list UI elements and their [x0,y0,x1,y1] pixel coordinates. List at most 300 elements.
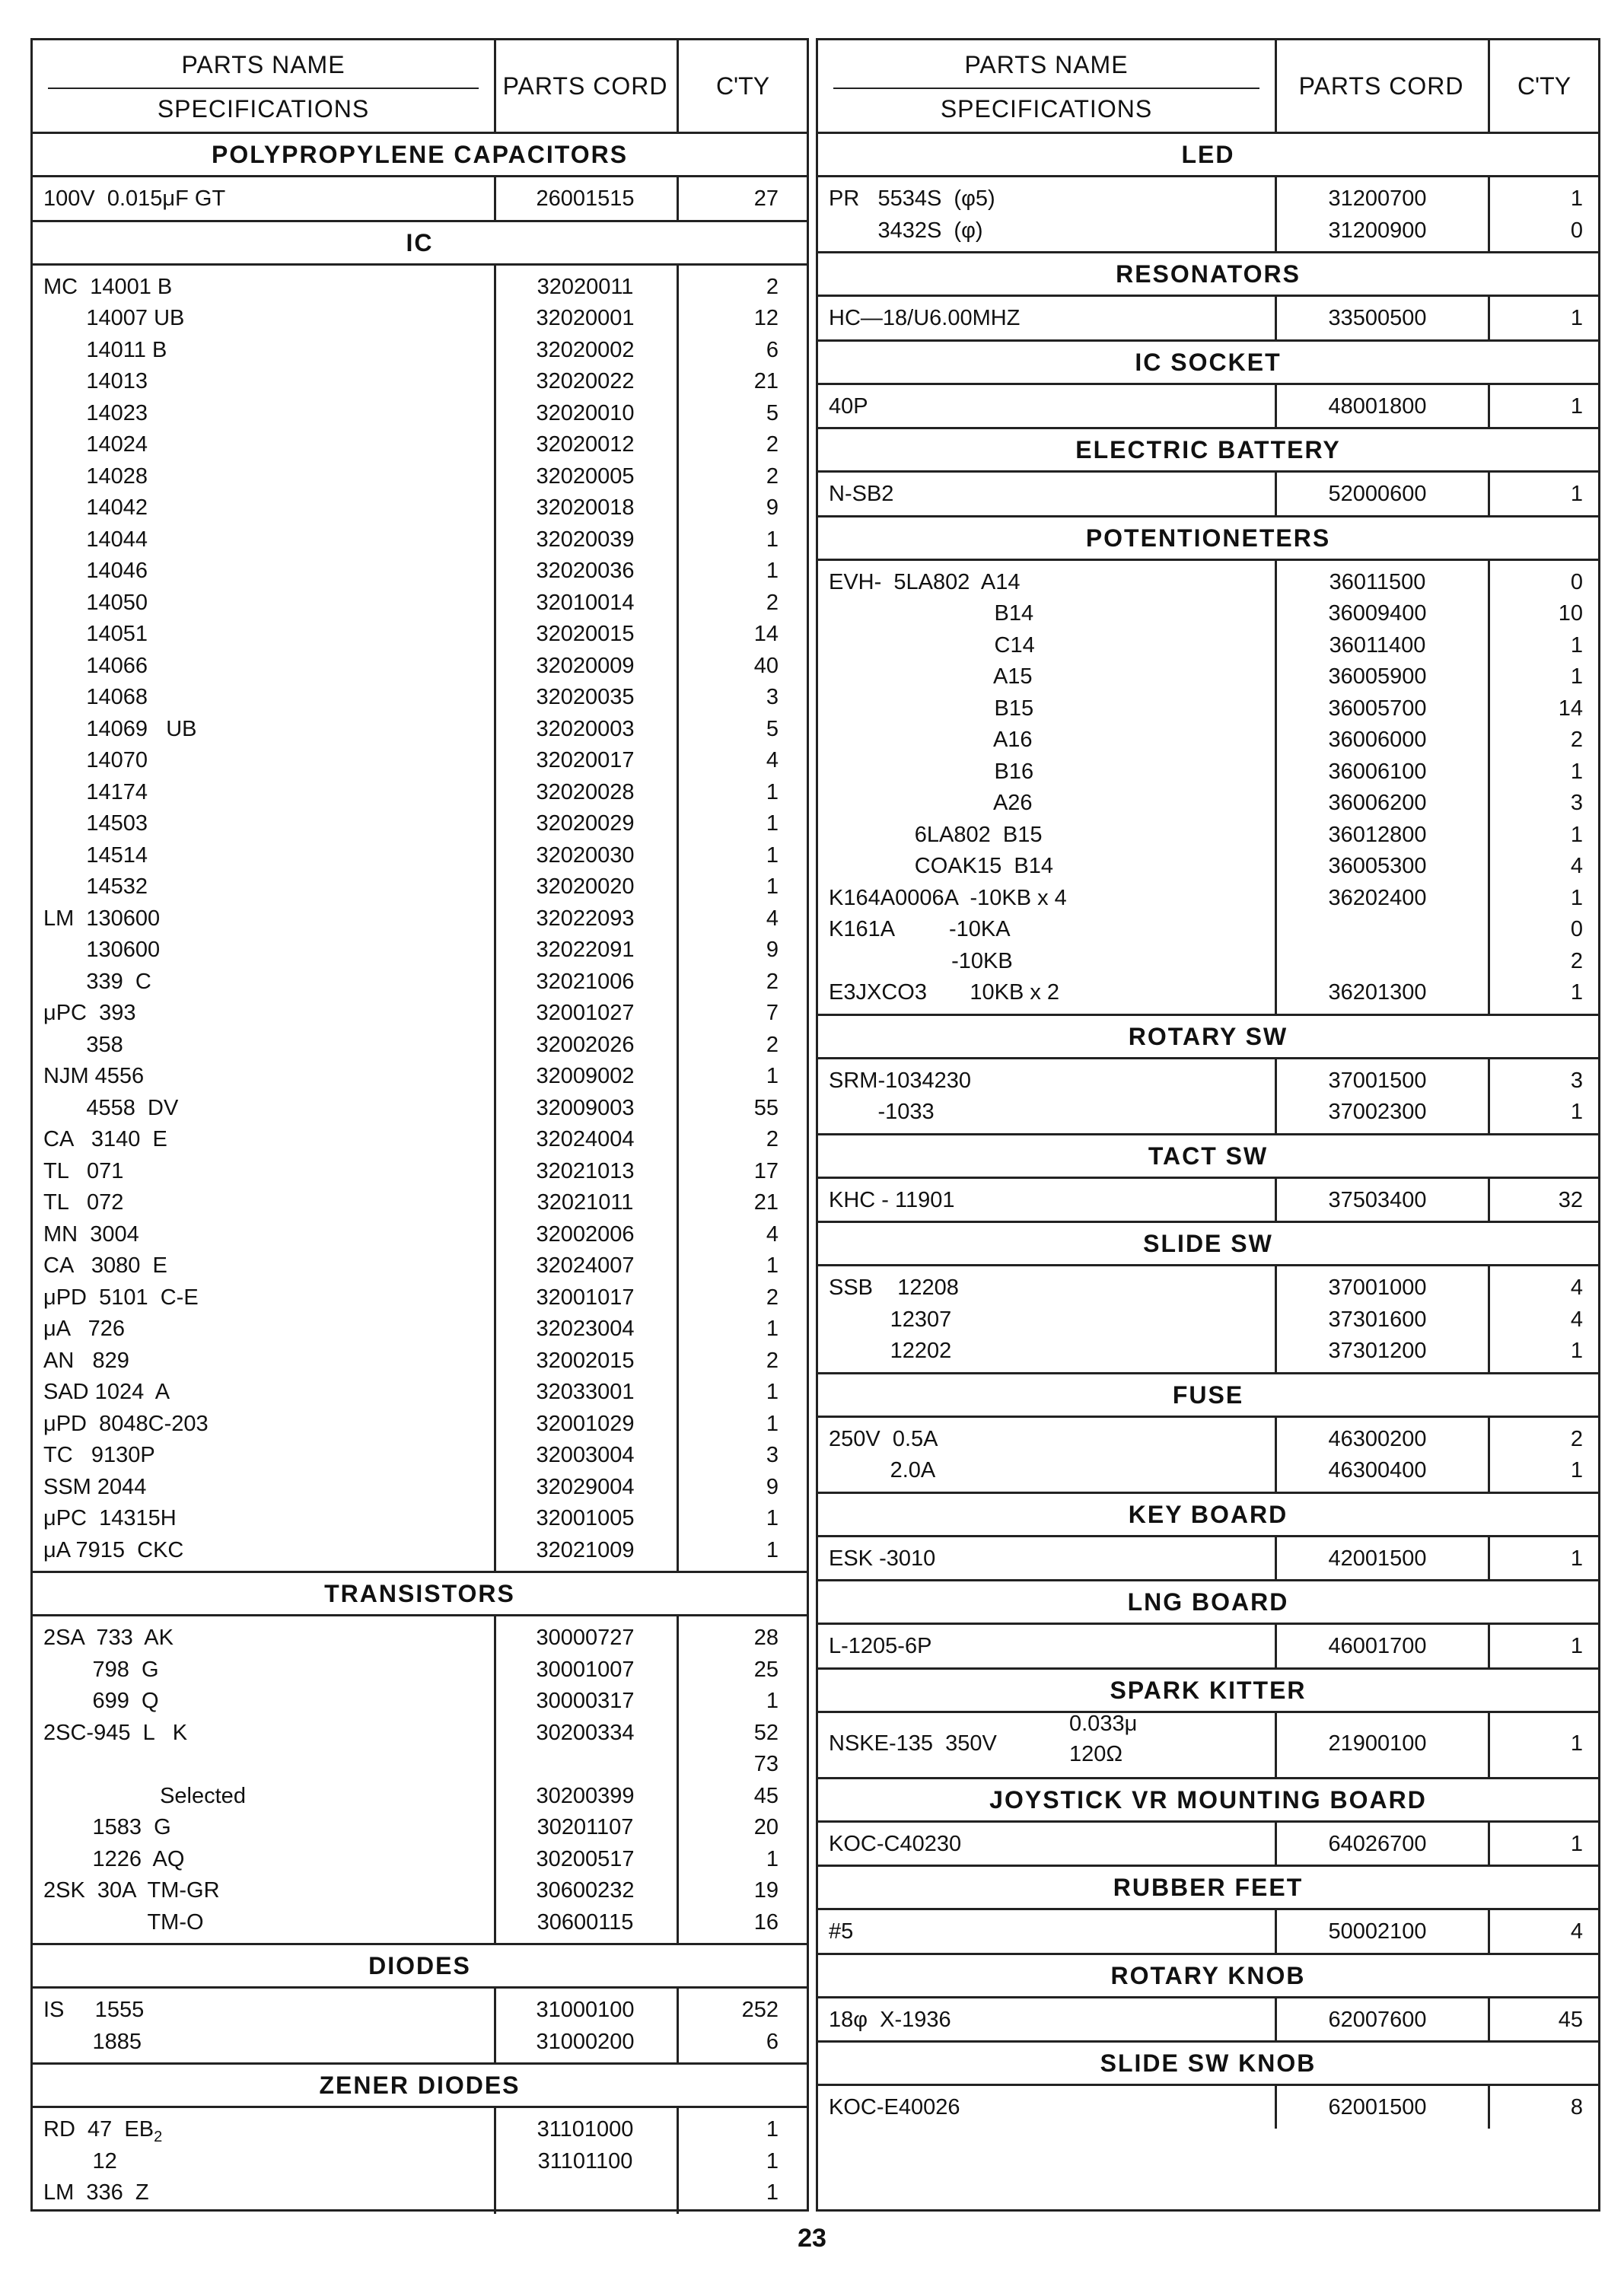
section-title: ROTARY KNOB [818,1955,1598,1998]
table-row [33,967,807,998]
table-row [33,903,807,935]
part-qty: 55 [753,1095,779,1120]
part-code: 31200700 [1328,186,1427,211]
part-qty: 1 [1570,822,1583,847]
part-name: KHC - 11901 [829,1187,955,1212]
table-row [33,398,807,430]
part-name: SSM 2044 [43,1474,147,1499]
part-code: 32020002 [536,337,635,362]
section-body [818,177,1598,253]
part-name: E3JXCO3 10KB x 2 [829,980,1060,1005]
part-qty: 2 [1570,1426,1583,1451]
part-code: 31101100 [537,2148,633,2174]
section-body [818,1179,1598,1224]
section-body [818,1418,1598,1494]
table-row [33,651,807,683]
part-code: 30600232 [536,1878,635,1903]
part-code: 31200900 [1328,218,1427,243]
part-qty: 2 [766,1127,779,1151]
section-body [818,561,1598,1016]
table-row [33,808,807,840]
section-title: FUSE [818,1374,1598,1418]
part-name: 1885 [43,2029,142,2054]
part-code: 30000727 [536,1626,635,1650]
table-row [33,2146,807,2178]
table-row [818,883,1598,915]
part-name: μPC 14315H [43,1506,177,1530]
part-qty: 1 [1570,393,1583,419]
part-qty: 1 [766,1064,779,1088]
table-row [33,1061,807,1093]
part-qty: 3 [766,685,779,709]
left-sections [33,134,807,2214]
table-row [33,682,807,714]
section-body [33,177,807,222]
table-row [33,840,807,872]
table-row [818,303,1598,335]
table-row [33,1781,807,1813]
part-name: 2SC-945 L K [43,1720,188,1745]
table-row [33,1907,807,1939]
part-name: C14 [829,632,1035,658]
part-name: PR 5534S (φ5) [829,186,995,211]
part-code: 32024004 [536,1127,635,1151]
part-name: 14046 [43,559,148,583]
table-row [33,492,807,524]
part-qty: 1 [1570,759,1583,784]
part-name: LM 336 Z [43,2180,149,2205]
table-row [33,1440,807,1472]
part-name: K164A0006A -10KB x 4 [829,885,1067,910]
table-row [818,788,1598,820]
part-code: 31000100 [536,1998,635,2022]
part-code: 62001500 [1328,2095,1427,2119]
table-row [33,524,807,556]
part-name: TL 071 [43,1158,124,1183]
part-qty: 1 [766,1846,779,1871]
part-code: 36201300 [1328,980,1427,1005]
part-qty: 1 [766,811,779,836]
part-qty: 1 [1570,1731,1583,1756]
left-parts-table [30,38,809,2212]
part-code: 36005900 [1328,664,1427,689]
part-name: CA 3140 E [43,1127,167,1151]
part-qty: 2 [1570,948,1583,973]
section-body [33,1989,807,2065]
part-code: 32033001 [536,1380,635,1404]
part-code: 36006000 [1328,728,1427,752]
part-name: B14 [829,601,1034,626]
part-code: 32001005 [536,1506,635,1530]
part-code: 36009400 [1328,601,1427,626]
part-name: μA 7915 CKC [43,1537,184,1562]
part-name: 14503 [43,811,148,836]
part-qty: 1 [1570,664,1583,689]
section-body [818,2086,1598,2129]
part-name: B15 [829,696,1034,721]
part-name: 18φ X-1936 [829,2007,951,2032]
section-title: RESONATORS [818,253,1598,297]
part-name-subscript: 2 [154,2128,163,2145]
part-code: 46300400 [1328,1458,1427,1482]
part-qty: 1 [766,779,779,804]
part-qty: 0 [1570,218,1583,243]
part-name: HC—18/U6.00MHZ [829,306,1021,330]
part-qty: 5 [766,400,779,425]
part-qty: 14 [753,622,779,646]
part-code: 32020012 [536,432,635,457]
table-row [818,661,1598,693]
part-code: 32010014 [536,590,635,615]
section-title: SLIDE SW KNOB [818,2043,1598,2086]
part-qty: 17 [753,1158,779,1183]
part-qty: 1 [1570,1100,1583,1124]
part-code: 32023004 [536,1317,635,1341]
part-code: 62007600 [1328,2007,1427,2032]
part-qty: 2 [1570,728,1583,752]
part-name: NJM 4556 [43,1064,145,1088]
part-name: KOC-C40230 [829,1831,962,1856]
section-body [818,1059,1598,1135]
table-row [33,1749,807,1781]
part-code: 37301200 [1328,1339,1427,1363]
part-qty: 9 [766,495,779,520]
part-code: 32009003 [536,1095,635,1120]
part-name: SAD 1024 A [43,1380,170,1404]
part-name: MN 3004 [43,1221,139,1247]
part-code: 32029004 [536,1474,635,1499]
part-code: 32003004 [536,1443,635,1467]
table-row [818,1336,1598,1368]
part-code: 32022093 [536,906,635,931]
part-qty: 21 [753,1190,779,1215]
part-qty: 4 [766,748,779,772]
part-qty: 2 [766,1285,779,1310]
part-qty: 1 [1570,632,1583,658]
section-title: KEY BOARD [818,1494,1598,1537]
part-name: CA 3080 E [43,1253,167,1278]
part-code: 32024007 [536,1253,635,1278]
part-name: 798 G [43,1657,159,1682]
qty-header: C'TY [1517,72,1571,100]
table-row [818,977,1598,1009]
part-code: 32001017 [536,1285,635,1310]
part-name: 3432S (φ) [829,218,983,243]
part-name: TM-O [43,1909,204,1935]
part-name: μPD 5101 C-E [43,1285,199,1310]
part-name: LM 130600 [43,906,161,931]
part-code: 32001027 [536,1001,635,1025]
parts-name-header [818,40,1277,132]
table-row [33,429,807,461]
part-code: 30001007 [536,1657,635,1682]
table-row [818,598,1598,630]
table-row [33,1219,807,1251]
part-name: 14069 UB [43,716,197,741]
part-code: 32020018 [536,495,635,520]
part-name: 14068 [43,685,148,709]
part-name: EVH- 5LA802 A14 [829,569,1021,594]
part-qty: 12 [753,306,779,330]
part-name: 4558 DV [43,1095,179,1120]
part-name: Selected [43,1783,246,1808]
table-row [33,1346,807,1377]
part-name: 14051 [43,622,148,646]
table-row [818,1272,1598,1304]
part-name: NSKE-135 350V [829,1731,997,1756]
table-row [33,1156,807,1188]
table-row [818,1185,1598,1217]
table-row [33,1875,807,1907]
part-qty: 1 [766,1253,779,1278]
table-row [818,1543,1598,1575]
part-name: A26 [829,791,1033,815]
part-name: 14066 [43,653,148,678]
part-qty: 40 [753,653,779,678]
part-qty: 5 [766,716,779,741]
part-name: 100V 0.015μF GT [43,186,226,211]
section-title: DIODES [33,1945,807,1989]
table-row [33,183,807,215]
part-code: 46300200 [1328,1426,1427,1451]
section-body [33,266,807,1574]
section-body [818,385,1598,430]
part-qty: 1 [1570,186,1583,211]
part-code: 32002015 [536,1348,635,1373]
part-qty: 4 [1570,1307,1583,1332]
part-name: 250V 0.5A [829,1426,938,1451]
part-code: 50002100 [1328,1919,1427,1944]
part-code: 32021009 [536,1537,635,1562]
part-code: 30201107 [537,1815,634,1839]
part-qty: 6 [766,337,779,362]
part-qty: 2 [766,463,779,489]
part-name: TC 9130P [43,1443,155,1467]
part-name: 358 [43,1032,123,1057]
section-title: ELECTRIC BATTERY [818,429,1598,473]
part-qty: 52 [753,1720,779,1745]
left-table-header [33,40,807,134]
part-qty: 3 [766,1443,779,1467]
table-row [818,1424,1598,1456]
table-row [33,1124,807,1156]
part-code: 32022091 [536,938,635,962]
section-body [818,1823,1598,1868]
part-name: 14174 [43,779,148,804]
table-row [33,556,807,588]
right-sections [818,134,1598,2129]
table-row [33,714,807,746]
part-qty: 19 [753,1878,779,1903]
part-name: 14044 [43,527,148,552]
table-row [818,1304,1598,1336]
part-qty: 2 [766,1032,779,1057]
table-row [33,998,807,1030]
table-row [33,588,807,619]
part-code: 37001500 [1328,1068,1427,1093]
part-name: μPD 8048C-203 [43,1411,209,1436]
part-qty: 2 [766,1348,779,1373]
part-name: TL 072 [43,1190,124,1215]
part-qty: 45 [753,1783,779,1808]
part-name: RD 47 $EB_2$ [43,2117,163,2145]
table-row [818,1829,1598,1861]
section-title: RUBBER FEET [818,1867,1598,1910]
part-name: 130600 [43,938,161,962]
section-body [818,297,1598,342]
table-row [818,1455,1598,1487]
part-qty: 252 [741,1998,779,2022]
part-name: A16 [829,728,1033,752]
section-body [818,473,1598,518]
part-qty: 6 [766,2029,779,2054]
part-name: μA 726 [43,1317,126,1341]
part-name: COAK15 B14 [829,854,1053,878]
qty-header: C'TY [715,72,770,100]
section-title: TACT SW [818,1135,1598,1179]
part-qty: 1 [1570,306,1583,330]
page-number: 23 [798,2224,826,2253]
part-code: 36012800 [1328,822,1427,847]
part-code: 32020022 [536,369,635,393]
table-row [33,1654,807,1686]
table-row [33,1472,807,1504]
part-name: 14023 [43,400,148,425]
specifications-label: SPECIFICATIONS [157,95,370,123]
table-row [33,1718,807,1750]
section-title: POTENTIONETERS [818,518,1598,561]
table-row [33,2114,807,2146]
section-title: ZENER DIODES [33,2065,807,2108]
part-code: 33500500 [1328,306,1427,330]
part-qty: 45 [1558,2007,1583,2032]
table-row [33,745,807,777]
part-name: AN 829 [43,1348,129,1373]
part-code: 32020039 [536,527,635,552]
part-qty: 0 [1570,569,1583,594]
part-code: 36011400 [1329,632,1426,658]
part-code: 36005300 [1328,854,1427,878]
part-qty: 1 [766,842,779,868]
part-code: 21900100 [1328,1731,1427,1756]
section-body [818,1625,1598,1670]
part-name: 40P [829,393,868,419]
part-code: 36005700 [1328,696,1427,721]
table-row [818,946,1598,978]
section-body [818,1998,1598,2043]
part-name: 14532 [43,874,148,899]
part-name: 1226 AQ [43,1846,185,1871]
part-code: 30200334 [536,1720,635,1745]
part-qty: 1 [1570,1339,1583,1363]
part-qty: 4 [766,1221,779,1247]
table-row [818,851,1598,883]
part-name: 339 C [43,969,151,994]
part-code: 32002026 [536,1032,635,1057]
part-name: SSB 12208 [829,1275,959,1300]
part-qty: 1 [766,1380,779,1404]
parts-name-header [33,40,496,132]
part-code: 32009002 [536,1064,635,1088]
part-code: 26001515 [536,186,635,211]
part-qty: 4 [1570,1275,1583,1300]
table-row [33,1250,807,1282]
part-qty: 21 [753,369,779,393]
part-code: 30200399 [536,1783,635,1808]
part-code: 32021011 [537,1190,634,1215]
right-parts-table [816,38,1600,2212]
part-qty: 1 [766,2180,779,2205]
part-name: L-1205-6P [829,1634,932,1658]
part-qty: 2 [766,432,779,457]
part-code: 48001800 [1328,393,1427,419]
part-code: 52000600 [1328,482,1427,506]
part-name: MC 14001 B [43,274,173,299]
part-qty: 1 [766,559,779,583]
section-body [818,1910,1598,1955]
table-row [33,272,807,304]
part-qty: 2 [766,969,779,994]
part-code: 32020035 [536,685,635,709]
part-name: B16 [829,759,1034,784]
parts-cord-header: PARTS CORD [1275,40,1490,132]
section-title: ROTARY SW [818,1016,1598,1059]
part-name: #5 [829,1919,854,1944]
part-code: 30000317 [536,1689,635,1713]
part-qty: 1 [1570,980,1583,1005]
table-row [818,756,1598,788]
right-table-header [818,40,1598,134]
table-row [33,1093,807,1125]
part-name: μPC 393 [43,1001,136,1025]
part-code: 32021013 [536,1158,635,1183]
part-code: 37001000 [1328,1275,1427,1300]
part-name: 12202 [829,1339,952,1363]
part-qty: 20 [753,1815,779,1839]
part-name: 14070 [43,748,148,772]
part-qty: 28 [753,1626,779,1650]
part-name: 1583 G [43,1815,171,1839]
table-row [33,1409,807,1441]
section-title: SLIDE SW [818,1223,1598,1266]
table-row [33,1844,807,1876]
part-code: 46001700 [1328,1634,1427,1658]
table-row [33,1995,807,2027]
specifications-label: SPECIFICATIONS [940,95,1153,123]
part-qty: 1 [766,874,779,899]
part-code: 32020001 [536,306,635,330]
part-name: 14011 B [43,337,167,362]
part-qty: 4 [1570,854,1583,878]
table-row [33,2177,807,2209]
part-code: 32021006 [536,969,635,994]
parts-name-label: PARTS NAME [964,51,1129,78]
part-name: 14514 [43,842,148,868]
part-code: 32020010 [536,400,635,425]
part-name: 14028 [43,463,148,489]
section-title: IC SOCKET [818,342,1598,385]
part-qty: 1 [766,1411,779,1436]
part-name: SRM-1034230 [829,1068,971,1093]
part-name: K161A -10KA [829,917,1011,941]
part-name: 6LA802 B15 [829,822,1043,847]
section-body [33,1616,807,1945]
part-qty: 1 [1570,1634,1583,1658]
part-code: 32002006 [536,1221,635,1247]
table-row [33,1377,807,1409]
part-code: 32020011 [537,274,634,299]
part-name: ESK -3010 [829,1546,936,1571]
